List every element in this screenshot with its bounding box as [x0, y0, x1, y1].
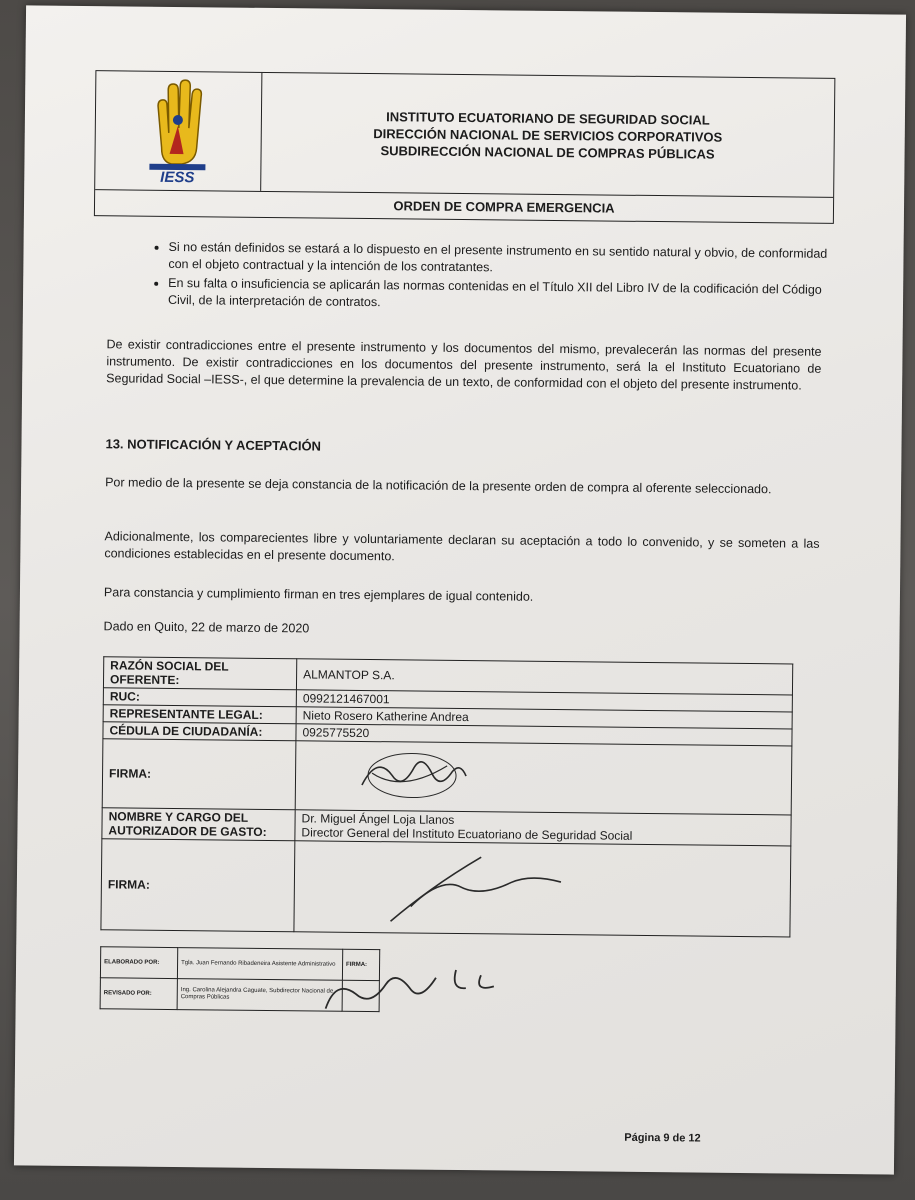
header-line-3: SUBDIRECCIÓN NACIONAL DE COMPRAS PÚBLICAS	[380, 142, 715, 162]
row-firma-autorizador	[101, 839, 791, 937]
review-firma-label: FIRMA:	[342, 949, 379, 980]
representante-value: Nieto Rosero Katherine Andrea	[296, 707, 792, 729]
document-page	[14, 5, 906, 1174]
autorizador-name: Dr. Miguel Ángel Loja Llanos	[301, 811, 455, 827]
header-titles	[261, 73, 834, 197]
paragraph-notificacion: Por medio de la presente se deja constancia de la notificación de la presente orden de compra al oferente seleccionado.	[105, 475, 772, 497]
ruc-value: 0992121467001	[296, 690, 792, 712]
cedula-value: 0925775520	[296, 724, 792, 746]
header-line-1: INSTITUTO ECUATORIANO DE SEGURIDAD SOCIAL	[386, 108, 710, 128]
iess-logo-icon	[143, 78, 214, 187]
handwritten-initials-icon	[316, 939, 517, 1021]
firma-autorizador-label: FIRMA:	[101, 839, 295, 932]
document-subtitle: ORDEN DE COMPRA EMERGENCIA	[95, 189, 833, 223]
autorizador-value	[295, 810, 791, 846]
revisado-label: REVISADO POR:	[100, 978, 177, 1010]
row-firma-oferente	[102, 739, 792, 815]
svg-text:IESS: IESS	[160, 168, 195, 187]
paragraph-adicionalmente: Adicionalmente, los comparecientes libre y voluntariamente declaran su aceptación a todo lo convenido, y se someten a las condiciones establecidas en el presente documento.	[104, 529, 820, 564]
paragraph-contradicciones: De existir contradicciones entre el presente instrumento y los documentos del mismo, prevalecerán las normas del presente instrumento. De existir contradicciones en los documentos del presente instrumento, será la el Instituto Ecuatoriano de Seguridad Social –IESS-, el que determine la prevalencia de un texto, de conformidad con el objeto del presente instrumento.	[106, 337, 822, 393]
logo-cell	[95, 71, 262, 191]
ruc-label: RUC:	[103, 688, 296, 707]
elaborado-value: Tgla. Juan Fernando Ribadeneira Asistente Administrativo	[177, 948, 342, 981]
revisado-value: Ing. Carolina Alejandra Caguate, Subdirector Nacional de Compras Públicas	[177, 979, 342, 1012]
firma-oferente-cell	[295, 741, 792, 815]
signature-table	[100, 656, 793, 937]
elaborado-label: ELABORADO POR:	[100, 947, 177, 979]
header-line-2: DIRECCIÓN NACIONAL DE SERVICIOS CORPORATIVOS	[373, 125, 723, 145]
signature-oferente-icon	[352, 744, 473, 805]
date-line: Dado en Quito, 22 de marzo de 2020	[103, 619, 310, 636]
firma-oferente-label: FIRMA:	[102, 739, 296, 810]
bullet-item: • Si no están definidos se estará a lo dispuesto en el presente instrumento en su sentido natural y obvio, de conformidad con el objeto contractual y la intención de los contratantes.	[168, 239, 848, 280]
autorizador-cargo: Director General del Instituto Ecuatoriano de Seguridad Social	[301, 825, 633, 843]
firma-autorizador-cell	[294, 841, 791, 937]
razon-label: RAZÓN SOCIAL DEL OFERENTE:	[103, 657, 296, 690]
autorizador-label: NOMBRE Y CARGO DEL AUTORIZADOR DE GASTO:	[102, 808, 295, 841]
section-title: 13. NOTIFICACIÓN Y ACEPTACIÓN	[105, 436, 322, 454]
representante-label: REPRESENTANTE LEGAL:	[103, 705, 296, 724]
signature-autorizador-icon	[370, 846, 571, 928]
page-number: Página 9 de 12	[624, 1131, 701, 1145]
paragraph-constancia: Para constancia y cumplimiento firman en tres ejemplares de igual contenido.	[103, 585, 534, 604]
header-table	[94, 70, 835, 224]
bullet-list	[143, 239, 849, 318]
razon-value: ALMANTOP S.A.	[296, 659, 792, 695]
cedula-label: CÉDULA DE CIUDADANÍA:	[103, 722, 296, 741]
bullet-item: • En su falta o insuficiencia se aplicarán las normas contenidas en el Título XII del Libro IV de la codificación del Código Civil, de la interpretación de contratos.	[168, 275, 848, 316]
